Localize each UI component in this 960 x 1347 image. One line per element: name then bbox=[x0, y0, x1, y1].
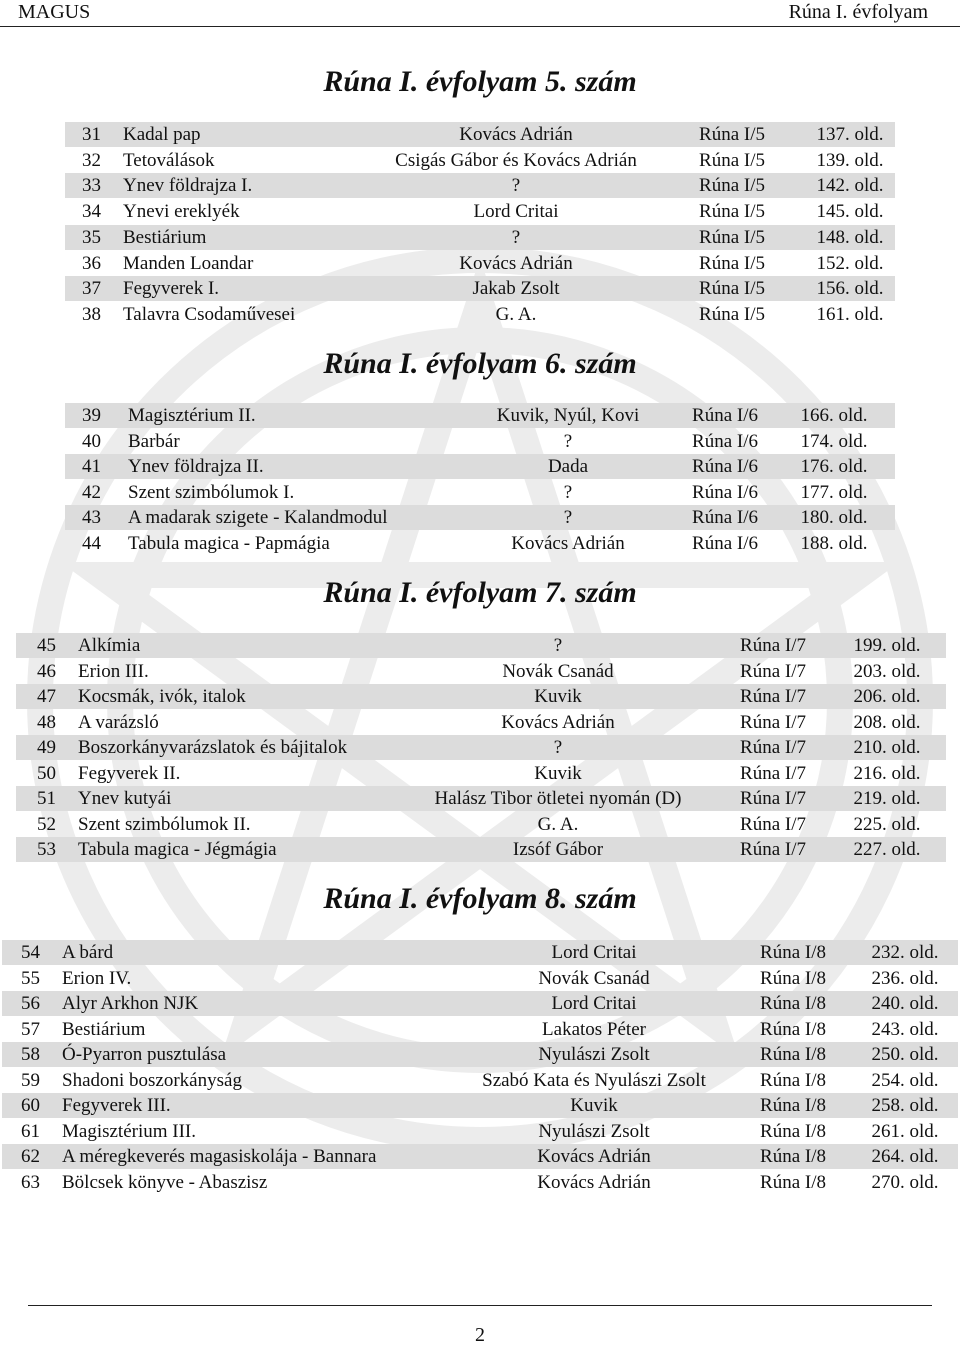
cell-title: Erion IV. bbox=[62, 967, 132, 989]
table-row bbox=[65, 173, 895, 198]
cell-page: 264. old. bbox=[871, 1146, 939, 1167]
cell-page: 261. old. bbox=[871, 1120, 939, 1142]
cell-num: 44 bbox=[82, 533, 101, 554]
header-right: Rúna I. évfolyam bbox=[788, 1, 928, 23]
cell-title: Tabula magica - Jégmágia bbox=[78, 839, 277, 860]
cell-issue: Rúna I/5 bbox=[699, 278, 765, 300]
table-row bbox=[2, 966, 958, 991]
cell-page: 270. old. bbox=[871, 1171, 939, 1193]
cell-issue: Rúna I/6 bbox=[692, 533, 758, 554]
table-row bbox=[16, 684, 946, 709]
cell-title: Magisztérium II. bbox=[128, 405, 256, 426]
table-row bbox=[2, 1170, 958, 1195]
cell-page: 142. old. bbox=[816, 175, 884, 197]
cell-issue: Rúna I/7 bbox=[740, 635, 806, 656]
cell-issue: Rúna I/8 bbox=[760, 1044, 826, 1065]
cell-issue: Rúna I/6 bbox=[692, 481, 758, 503]
cell-author: Lord Critai bbox=[473, 201, 559, 223]
cell-page: 137. old. bbox=[816, 124, 884, 145]
cell-page: 258. old. bbox=[871, 1095, 939, 1116]
cell-author: Kovács Adrián bbox=[459, 124, 573, 145]
table-row bbox=[2, 1042, 958, 1067]
cell-page: 219. old. bbox=[853, 788, 921, 809]
cell-issue: Rúna I/8 bbox=[760, 1171, 826, 1193]
cell-num: 53 bbox=[37, 839, 56, 860]
cell-issue: Rúna I/6 bbox=[692, 456, 758, 478]
table-row bbox=[65, 276, 895, 301]
cell-author: Szabó Kata és Nyulászi Zsolt bbox=[482, 1069, 706, 1091]
cell-num: 55 bbox=[21, 967, 40, 989]
table-row bbox=[65, 122, 895, 147]
cell-author: Kovács Adrián bbox=[501, 711, 615, 733]
cell-page: 188. old. bbox=[800, 533, 868, 554]
cell-issue: Rúna I/7 bbox=[740, 788, 806, 809]
cell-title: Ynevi ereklyék bbox=[123, 201, 240, 223]
cell-title: Szent szimbólumok I. bbox=[128, 481, 295, 503]
cell-page: 216. old. bbox=[853, 762, 921, 784]
cell-issue: Rúna I/7 bbox=[740, 813, 806, 835]
page-header bbox=[0, 0, 960, 27]
cell-num: 49 bbox=[37, 737, 56, 758]
cell-issue: Rúna I/5 bbox=[699, 303, 765, 325]
cell-page: 208. old. bbox=[853, 711, 921, 733]
cell-page: 232. old. bbox=[871, 942, 939, 963]
cell-num: 56 bbox=[21, 993, 40, 1014]
cell-author: Lord Critai bbox=[551, 993, 637, 1014]
cell-num: 33 bbox=[82, 175, 101, 197]
section-title: Rúna I. évfolyam 8. szám bbox=[323, 882, 637, 915]
cell-issue: Rúna I/5 bbox=[699, 149, 765, 171]
cell-num: 48 bbox=[37, 711, 56, 733]
cell-title: Kocsmák, ivók, italok bbox=[78, 686, 246, 707]
cell-issue: Rúna I/5 bbox=[699, 124, 765, 145]
cell-num: 60 bbox=[21, 1095, 40, 1116]
cell-page: 156. old. bbox=[816, 278, 884, 300]
cell-author: Dada bbox=[547, 456, 589, 478]
cell-issue: Rúna I/5 bbox=[699, 252, 765, 274]
cell-issue: Rúna I/5 bbox=[699, 226, 765, 248]
cell-author: Izsóf Gábor bbox=[512, 839, 604, 860]
cell-num: 61 bbox=[21, 1120, 40, 1142]
section-title: Rúna I. évfolyam 7. szám bbox=[323, 576, 637, 609]
cell-page: 210. old. bbox=[853, 737, 921, 758]
cell-title: Ynev földrajza II. bbox=[128, 456, 264, 478]
cell-author: Csigás Gábor és Kovács Adrián bbox=[395, 149, 637, 171]
table-row bbox=[16, 735, 946, 760]
cell-issue: Rúna I/8 bbox=[760, 1018, 826, 1040]
cell-author: Halász Tibor ötletei nyomán (D) bbox=[434, 788, 682, 809]
cell-issue: Rúna I/8 bbox=[760, 993, 826, 1014]
cell-author: Novák Csanád bbox=[502, 660, 614, 682]
cell-issue: Rúna I/5 bbox=[699, 175, 765, 197]
cell-title: A bárd bbox=[62, 942, 114, 963]
cell-page: 180. old. bbox=[800, 507, 868, 529]
cell-author: ? bbox=[511, 226, 521, 248]
cell-num: 31 bbox=[82, 124, 101, 145]
table-row bbox=[65, 225, 895, 250]
table-row bbox=[65, 480, 895, 505]
cell-title: Magisztérium III. bbox=[62, 1120, 197, 1142]
cell-title: Shadoni boszorkányság bbox=[62, 1069, 242, 1091]
header-left: MAGUS bbox=[18, 1, 91, 23]
cell-issue: Rúna I/7 bbox=[740, 711, 806, 733]
cell-num: 37 bbox=[82, 278, 101, 300]
cell-page: 152. old. bbox=[816, 252, 884, 274]
cell-author: Kovács Adrián bbox=[537, 1146, 651, 1167]
cell-title: Fegyverek I. bbox=[123, 278, 220, 300]
cell-author: Kuvik bbox=[534, 686, 582, 707]
table-row bbox=[2, 1093, 958, 1118]
table-row bbox=[65, 199, 895, 224]
cell-num: 51 bbox=[37, 788, 56, 809]
table-row bbox=[65, 505, 895, 530]
cell-num: 57 bbox=[21, 1018, 40, 1040]
cell-page: 243. old. bbox=[871, 1018, 939, 1040]
cell-page: 254. old. bbox=[871, 1069, 939, 1091]
cell-author: Lakatos Péter bbox=[542, 1018, 646, 1040]
cell-author: ? bbox=[553, 737, 563, 758]
cell-num: 34 bbox=[82, 201, 101, 223]
cell-issue: Rúna I/8 bbox=[760, 1146, 826, 1167]
section-title: Rúna I. évfolyam 5. szám bbox=[323, 65, 637, 98]
footer-rule bbox=[28, 1305, 932, 1306]
cell-author: G. A. bbox=[495, 303, 537, 325]
table-row bbox=[65, 302, 895, 327]
cell-author: Nyulászi Zsolt bbox=[538, 1044, 650, 1065]
cell-title: Tetoválások bbox=[123, 149, 215, 171]
cell-num: 41 bbox=[82, 456, 101, 478]
table-row bbox=[16, 659, 946, 684]
cell-num: 35 bbox=[82, 226, 101, 248]
cell-page: 176. old. bbox=[800, 456, 868, 478]
cell-issue: Rúna I/7 bbox=[740, 762, 806, 784]
cell-issue: Rúna I/6 bbox=[692, 507, 758, 529]
cell-author: Kuvik bbox=[534, 762, 582, 784]
cell-issue: Rúna I/7 bbox=[740, 737, 806, 758]
table-row bbox=[16, 786, 946, 811]
cell-page: 139. old. bbox=[816, 149, 884, 171]
cell-num: 42 bbox=[82, 481, 101, 503]
cell-issue: Rúna I/8 bbox=[760, 967, 826, 989]
cell-issue: Rúna I/7 bbox=[740, 660, 806, 682]
table-row bbox=[65, 403, 895, 428]
table-row bbox=[2, 991, 958, 1016]
cell-title: Szent szimbólumok II. bbox=[78, 813, 251, 835]
cell-page: 161. old. bbox=[816, 303, 884, 325]
cell-page: 174. old. bbox=[800, 430, 868, 452]
cell-page: 225. old. bbox=[853, 813, 921, 835]
table-row bbox=[16, 812, 946, 837]
table-row bbox=[2, 1068, 958, 1093]
table-row bbox=[65, 148, 895, 173]
cell-title: Erion III. bbox=[78, 660, 149, 682]
cell-num: 32 bbox=[82, 149, 101, 171]
cell-title: A madarak szigete - Kalandmodul bbox=[128, 507, 388, 529]
cell-num: 59 bbox=[21, 1069, 40, 1091]
table-row bbox=[16, 633, 946, 658]
cell-page: 203. old. bbox=[853, 660, 921, 682]
section-title: Rúna I. évfolyam 6. szám bbox=[323, 347, 637, 380]
cell-num: 62 bbox=[21, 1146, 40, 1167]
cell-title: Fegyverek III. bbox=[62, 1095, 171, 1116]
table-row bbox=[2, 1144, 958, 1169]
cell-issue: Rúna I/7 bbox=[740, 839, 806, 860]
table-row bbox=[65, 454, 895, 479]
cell-num: 63 bbox=[21, 1171, 40, 1193]
cell-author: ? bbox=[563, 507, 573, 529]
cell-author: G. A. bbox=[537, 813, 579, 835]
cell-num: 58 bbox=[21, 1044, 40, 1065]
cell-page: 148. old. bbox=[816, 226, 884, 248]
cell-author: Lord Critai bbox=[551, 942, 637, 963]
cell-num: 38 bbox=[82, 303, 101, 325]
cell-title: Talavra Csodaművesei bbox=[123, 303, 296, 325]
cell-num: 46 bbox=[37, 660, 56, 682]
cell-issue: Rúna I/8 bbox=[760, 1095, 826, 1116]
cell-title: A varázsló bbox=[78, 711, 159, 733]
cell-author: Nyulászi Zsolt bbox=[538, 1120, 650, 1142]
cell-page: 250. old. bbox=[871, 1044, 939, 1065]
cell-title: Bestiárium bbox=[62, 1018, 146, 1040]
table-row bbox=[2, 1017, 958, 1042]
cell-page: 240. old. bbox=[871, 993, 939, 1014]
cell-issue: Rúna I/5 bbox=[699, 201, 765, 223]
cell-num: 47 bbox=[37, 686, 56, 707]
cell-issue: Rúna I/8 bbox=[760, 1120, 826, 1142]
table-row bbox=[65, 531, 895, 556]
cell-num: 40 bbox=[82, 430, 101, 452]
cell-author: Novák Csanád bbox=[538, 967, 650, 989]
cell-title: Alyr Arkhon NJK bbox=[62, 993, 199, 1014]
cell-issue: Rúna I/8 bbox=[760, 1069, 826, 1091]
cell-title: Barbár bbox=[128, 430, 180, 452]
cell-author: ? bbox=[553, 635, 563, 656]
cell-page: 206. old. bbox=[853, 686, 921, 707]
cell-page: 177. old. bbox=[800, 481, 868, 503]
cell-title: Kadal pap bbox=[123, 124, 201, 145]
cell-page: 236. old. bbox=[871, 967, 939, 989]
cell-author: Kovács Adrián bbox=[459, 252, 573, 274]
table-row bbox=[16, 837, 946, 862]
cell-author: ? bbox=[511, 175, 521, 197]
cell-title: Fegyverek II. bbox=[78, 762, 181, 784]
cell-title: Bölcsek könyve - Abaszisz bbox=[62, 1171, 268, 1193]
cell-title: Tabula magica - Papmágia bbox=[128, 533, 330, 554]
cell-author: ? bbox=[563, 481, 573, 503]
cell-title: Manden Loandar bbox=[123, 252, 254, 274]
cell-num: 45 bbox=[37, 635, 56, 656]
cell-num: 50 bbox=[37, 762, 56, 784]
cell-num: 52 bbox=[37, 813, 56, 835]
cell-num: 43 bbox=[82, 507, 101, 529]
table-row bbox=[65, 429, 895, 454]
cell-title: Boszorkányvarázslatok és bájitalok bbox=[78, 737, 348, 758]
cell-author: Kuvik bbox=[570, 1095, 618, 1116]
page-number: 2 bbox=[475, 1324, 485, 1346]
cell-page: 166. old. bbox=[800, 405, 868, 426]
cell-author: Kuvik, Nyúl, Kovi bbox=[496, 405, 640, 426]
cell-num: 39 bbox=[82, 405, 101, 426]
cell-issue: Rúna I/6 bbox=[692, 430, 758, 452]
cell-num: 36 bbox=[82, 252, 101, 274]
cell-title: Bestiárium bbox=[123, 226, 207, 248]
cell-title: Ynev kutyái bbox=[78, 788, 172, 809]
cell-page: 199. old. bbox=[853, 635, 921, 656]
cell-issue: Rúna I/8 bbox=[760, 942, 826, 963]
table-row bbox=[2, 940, 958, 965]
cell-title: A méregkeverés magasiskolája - Bannara bbox=[62, 1146, 377, 1167]
table-row bbox=[2, 1119, 958, 1144]
table-row bbox=[16, 761, 946, 786]
table-row bbox=[16, 710, 946, 735]
cell-num: 54 bbox=[21, 942, 40, 963]
cell-author: ? bbox=[563, 430, 573, 452]
cell-title: Ynev földrajza I. bbox=[123, 175, 253, 197]
cell-issue: Rúna I/7 bbox=[740, 686, 806, 707]
cell-page: 227. old. bbox=[853, 839, 921, 860]
table-row bbox=[65, 251, 895, 276]
cell-title: Alkímia bbox=[78, 635, 141, 656]
cell-page: 145. old. bbox=[816, 201, 884, 223]
cell-author: Kovács Adrián bbox=[511, 533, 625, 554]
cell-author: Jakab Zsolt bbox=[472, 278, 560, 300]
cell-title: Ó-Pyarron pusztulása bbox=[62, 1044, 227, 1065]
cell-issue: Rúna I/6 bbox=[692, 405, 758, 426]
cell-author: Kovács Adrián bbox=[537, 1171, 651, 1193]
